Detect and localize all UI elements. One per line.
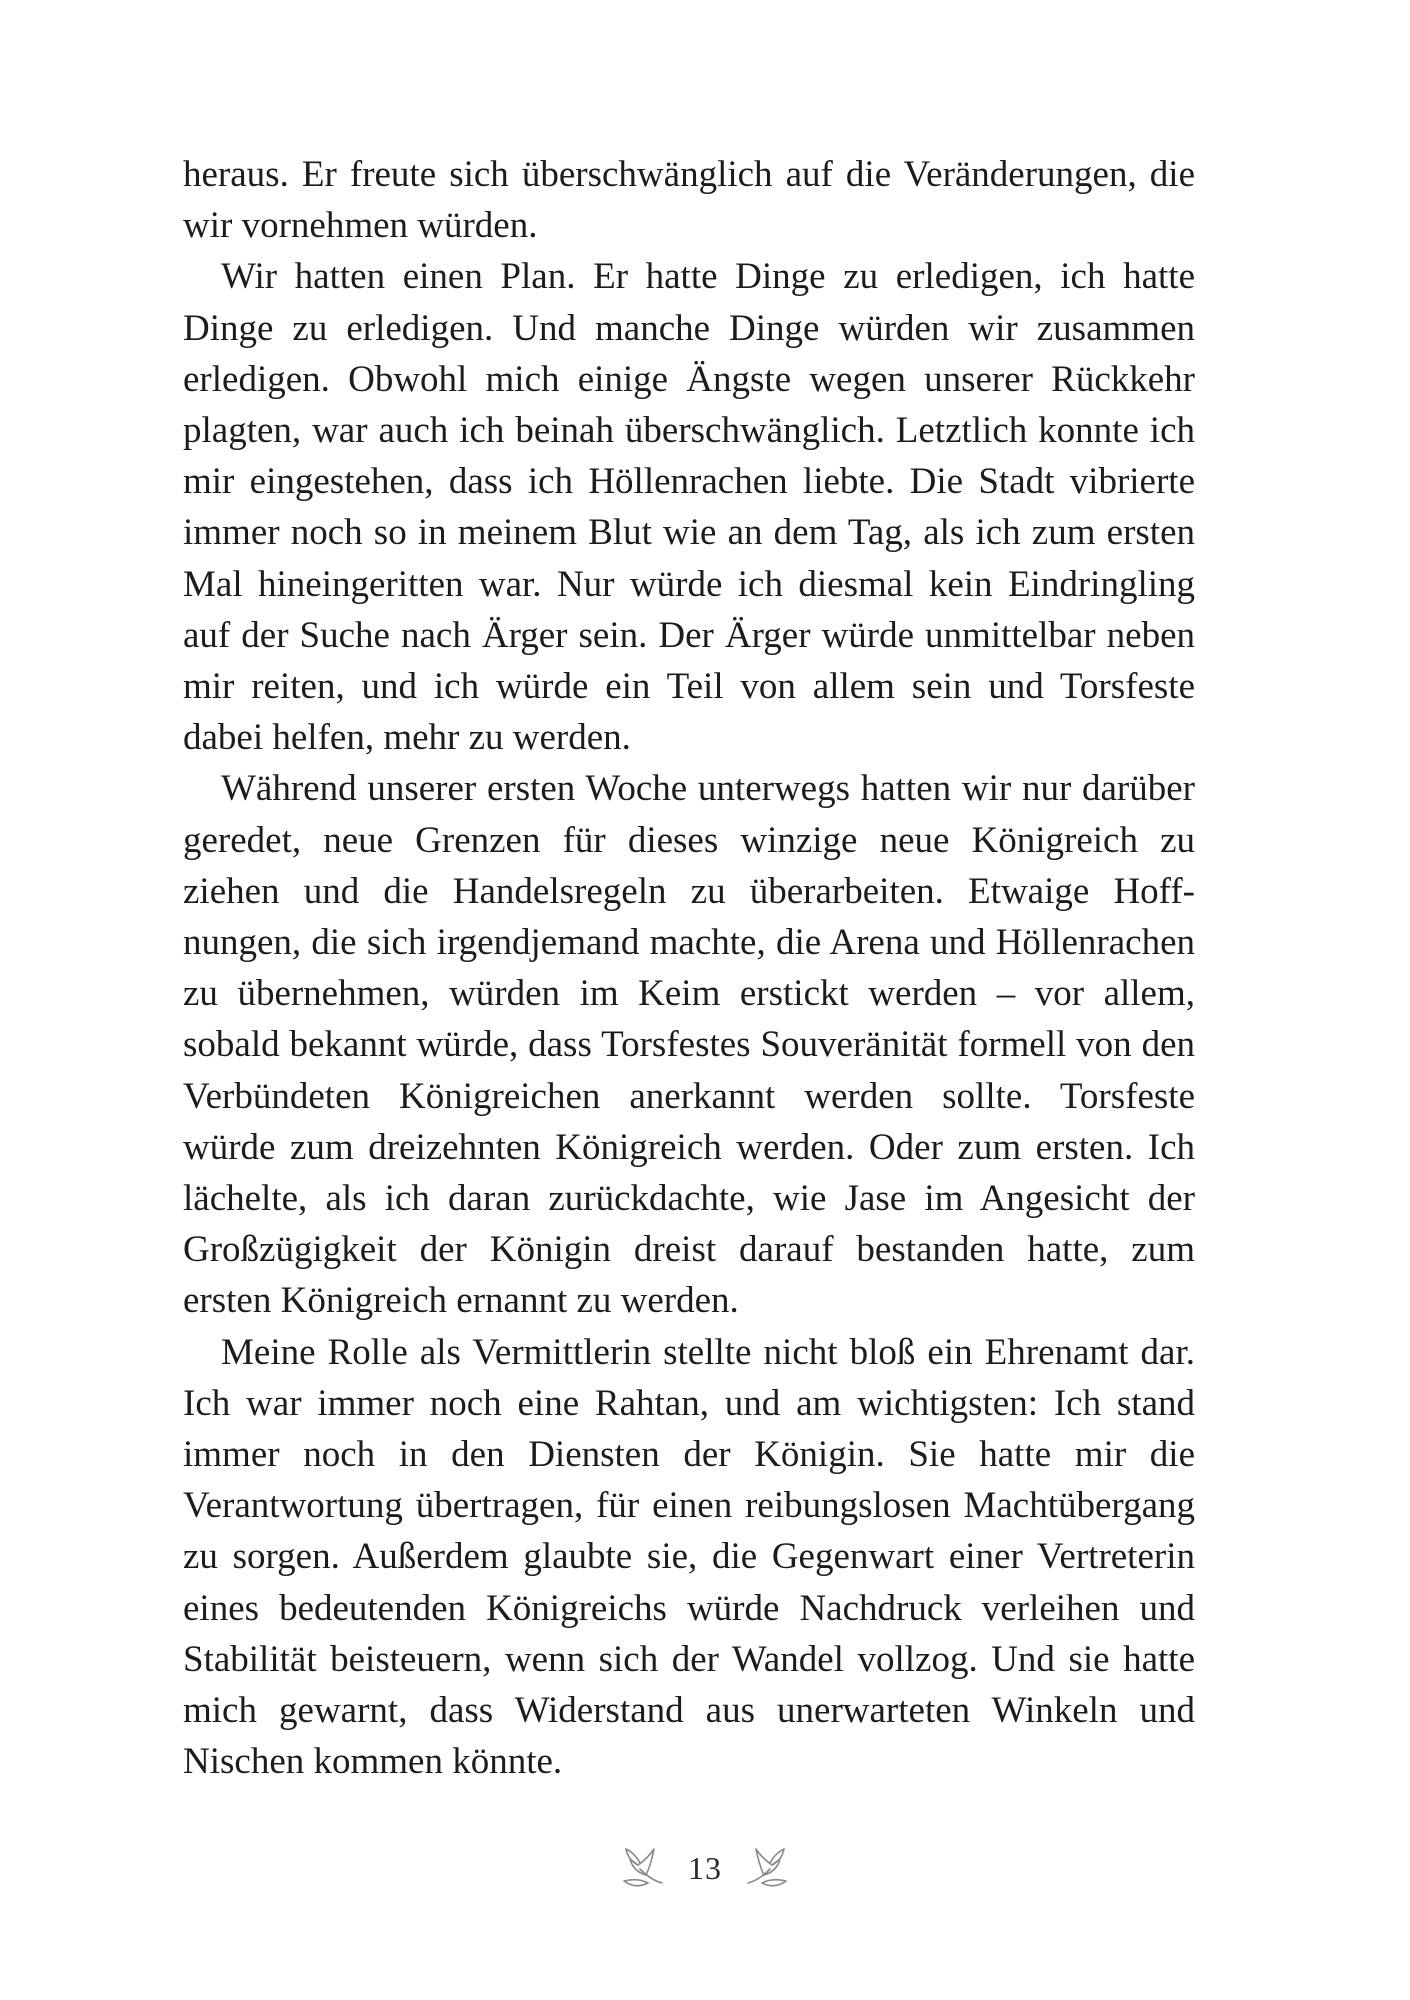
page-number: 13 — [688, 1850, 722, 1886]
body-text — [183, 149, 1195, 1788]
leaf-ornament-left-icon — [620, 1845, 666, 1891]
leaf-ornament-right-icon — [744, 1845, 790, 1891]
paragraph-3: Während unserer ersten Woche unterwegs hatten wir nur darüber geredet, neue Grenzen für dieses winzige neue Königreich zu ziehen und die Handelsregeln zu überarbeiten. Etwaige Hoffnungen, die sich irgendjemand machte, die Arena und Höllenrachen zu übernehmen, würden im Keim erstickt werden – vor allem, sobald bekannt würde, dass Torsfestes Souveränität formell von den Verbündeten Königreichen anerkannt werden sollte. Torsfeste würde zum dreizehnten Königreich werden. Oder zum ersten. Ich lächelte, als ich daran zurückdachte, wie Jase im Angesicht der Großzügigkeit der Königin dreist darauf bestanden hatte, zum ersten Königreich ernannt zu werden. — [183, 768, 1195, 1322]
paragraph-1: heraus. Er freute sich überschwänglich auf die Veränderungen, die wir vornehmen würden. — [183, 154, 1195, 247]
paragraph-2: Wir hatten einen Plan. Er hatte Dinge zu erledigen, ich hatte Dinge zu erledigen. Und manche Dinge würden wir zusammen erledigen. Obwohl mich einige Ängste wegen unserer Rückkehr plagten, war auch ich beinah überschwänglich. Letztlich konnte ich mir eingestehen, dass ich Höllenrachen liebte. Die Stadt vibrierte immer noch so in meinem Blut wie an dem Tag, als ich zum ersten Mal hineingeritten war. Nur würde ich diesmal kein Eindringling auf der Suche nach Ärger sein. Der Ärger würde unmittelbar neben mir reiten, und ich würde ein Teil von allem sein und Torsfeste dabei helfen, mehr zu werden. — [183, 256, 1195, 759]
paragraph-4: Meine Rolle als Vermittlerin stellte nicht bloß ein Ehrenamt dar. Ich war immer noch eine Rahtan, und am wichtigsten: Ich stand immer noch in den Diensten der Königin. Sie hatte mir die Verantwortung übertragen, für einen reibungslosen Machtübergang zu sorgen. Außerdem glaubte sie, die Gegenwart einer Vertreterin eines bedeutenden Königreichs würde Nachdruck verleihen und Stabilität beisteuern, wenn sich der Wandel vollzog. Und sie hatte mich gewarnt, dass Widerstand aus unerwarteten Winkeln und Nischen kommen könnte. — [183, 1331, 1195, 1783]
page-footer — [0, 1838, 1410, 1898]
